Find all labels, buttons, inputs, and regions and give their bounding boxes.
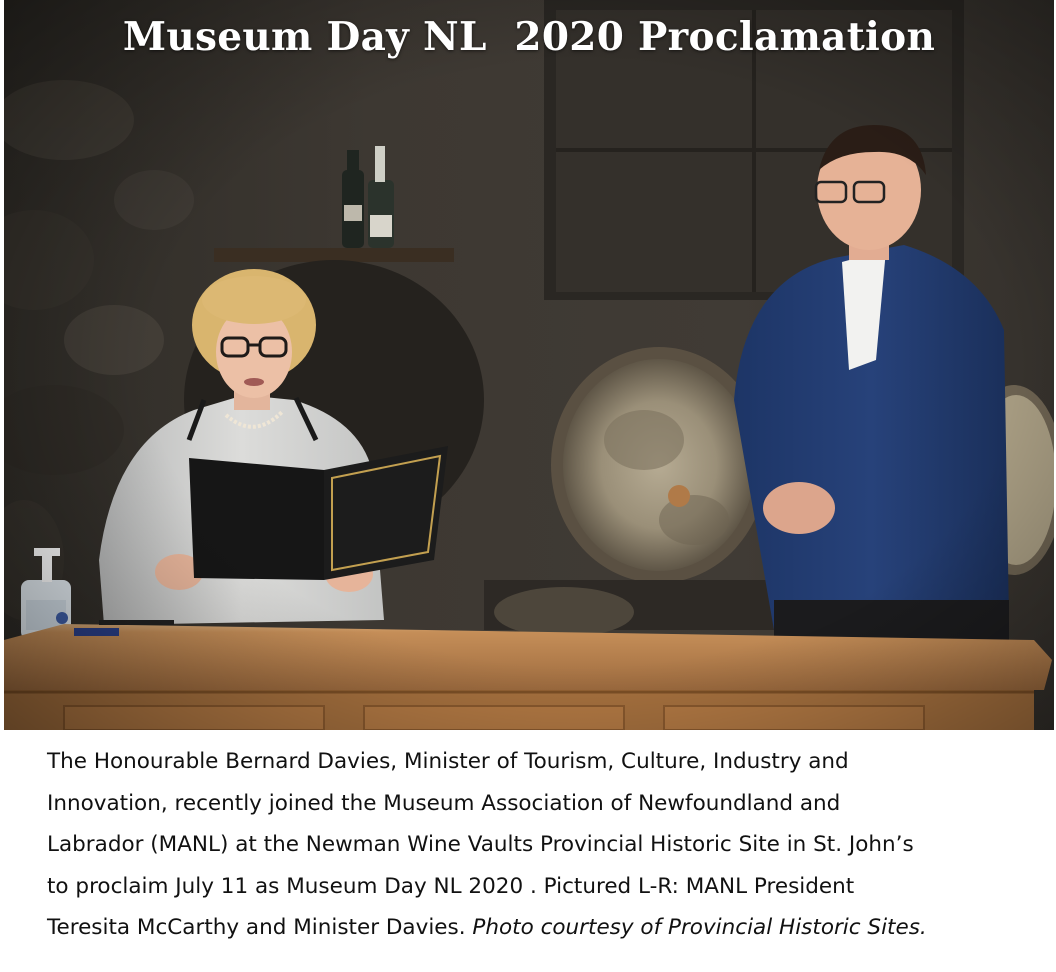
caption-text: Teresita McCarthy and Minister Davies. (47, 915, 473, 940)
caption-line: Labrador (MANL) at the Newman Wine Vaults Provincial Historic Site in St. John’s (47, 832, 914, 857)
photo-credit: Photo courtesy of Provincial Historic Sites. (472, 915, 927, 940)
caption-line: The Honourable Bernard Davies, Minister of Tourism, Culture, Industry and (47, 749, 849, 774)
proclamation-photo (4, 0, 1054, 730)
photo-title: Museum Day NL 2020 Proclamation (122, 14, 936, 60)
caption-line: Innovation, recently joined the Museum Association of Newfoundland and (47, 790, 841, 816)
caption-line: to proclaim July 11 as Museum Day NL 2020 . Pictured L-R: MANL President (47, 873, 855, 899)
photo-caption (47, 741, 1047, 949)
caption-line-final (47, 907, 1047, 949)
